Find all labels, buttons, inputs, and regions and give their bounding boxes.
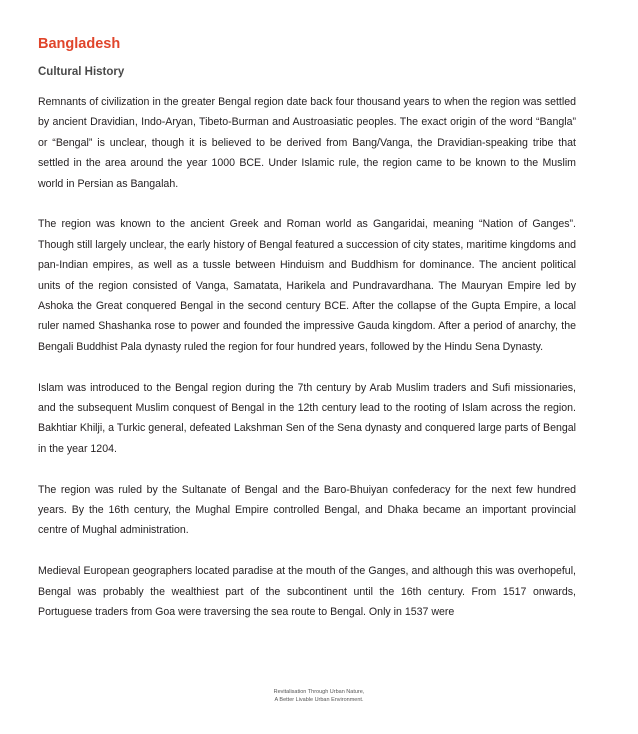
paragraph-2: The region was known to the ancient Greek and Roman world as Gangaridai, meaning “Nation of Ganges”. Though still largely unclear, the early history of Bengal featured a succession of city states, maritime kingdoms and pan-Indian empires, as well as a tussle between Hinduism and Buddhism for dominance. The ancient political units of the region consisted of Vanga, Samatata, Harikela and Pundravardhana. The Mauryan Empire led by Ashoka the Great conquered Bengal in the second century BCE. After the collapse of the Gupta Empire, a local ruler named Shashanka rose to power and founded the impressive Gauda kingdom. After a period of anarchy, the Bengali Buddhist Pala dynasty ruled the region for four hundred years, followed by the Hindu Sena Dynasty. bbox=[38, 218, 576, 353]
page-footer bbox=[0, 688, 638, 704]
paragraph-4: The region was ruled by the Sultanate of Bengal and the Baro-Bhuiyan confederacy for the next few hundred years. By the 16th century, the Mughal Empire controlled Bengal, and Dhaka became an important provincial centre of Mughal administration. bbox=[38, 483, 576, 537]
footer-line-1: Revitalisation Through Urban Nature, bbox=[273, 689, 365, 695]
page-title: Bangladesh bbox=[38, 36, 121, 52]
paragraph-1: Remnants of civilization in the greater Bengal region date back four thousand years to when the region was settled by ancient Dravidian, Indo-Aryan, Tibeto-Burman and Austroasiatic peoples. The exact origin of the word “Bangla” or “Bengal” is unclear, though it is believed to be derived from Bang/Vanga, the Dravidian-speaking tribe that settled in the area around the year 1000 BCE. Under Islamic rule, the region came to be known to the Muslim world in Persian as Bangalah. bbox=[38, 96, 576, 190]
section-subtitle: Cultural History bbox=[38, 66, 125, 78]
paragraph-3: Islam was introduced to the Bengal region during the 7th century by Arab Muslim traders and Sufi missionaries, and the subsequent Muslim conquest of Bengal in the 12th century lead to the rooting of Islam across the region. Bakhtiar Khilji, a Turkic general, defeated Lakshman Sen of the Sena dynasty and conquered large parts of Bengal in the year 1204. bbox=[38, 381, 576, 455]
paragraph-5: Medieval European geographers located paradise at the mouth of the Ganges, and although this was overhopeful, Bengal was probably the wealthiest part of the subcontinent until the 16th century. From 1517 onwards, Portuguese traders from Goa were traversing the sea route to Bengal. Only in 1537 were bbox=[38, 565, 576, 619]
footer-line-2: A Better Livable Urban Environment. bbox=[274, 697, 364, 703]
page-content bbox=[38, 34, 576, 643]
